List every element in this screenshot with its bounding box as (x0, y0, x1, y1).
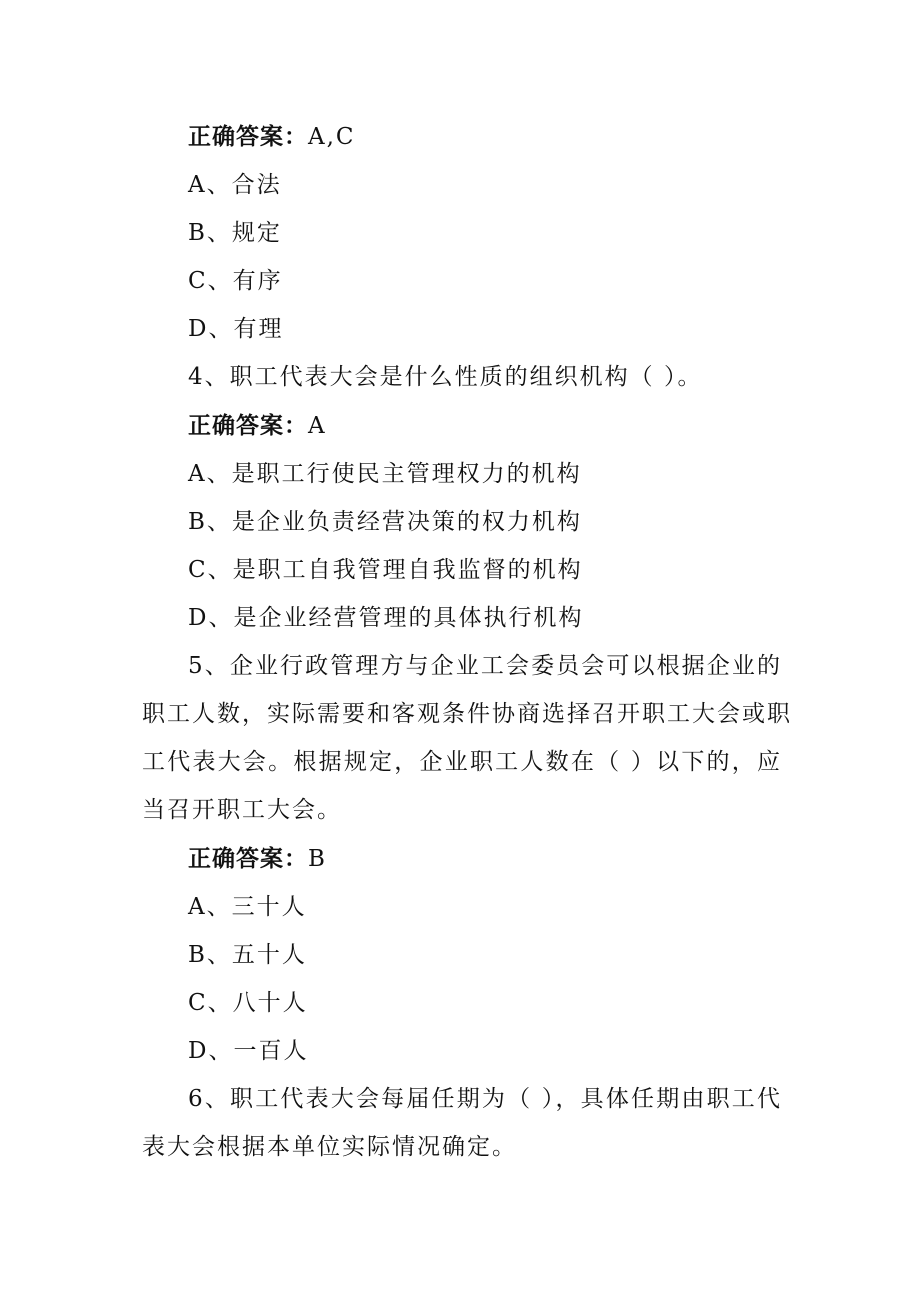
answer-label: 正确答案： (188, 846, 308, 872)
option-b: B、规定 (188, 220, 282, 246)
option-b: B、是企业负责经营决策的权力机构 (188, 509, 582, 535)
option-d: D、有理 (188, 316, 284, 342)
question-4: 4、职工代表大会是什么性质的组织机构（ ）。 (188, 364, 703, 390)
question-5-line-4: 当召开职工大会。 (142, 797, 342, 823)
answer-line (188, 113, 828, 161)
question-5-line-3: 工代表大会。根据规定，企业职工人数在（ ）以下的，应 (142, 749, 782, 775)
option-b: B、五十人 (188, 942, 307, 968)
question-5-line-2: 职工人数，实际需要和客观条件协商选择召开职工大会或职 (142, 701, 792, 727)
option-c: C、有序 (188, 268, 283, 294)
option-a: A、三十人 (188, 894, 307, 920)
answer-value: A (308, 413, 327, 439)
option-d: D、一百人 (188, 1038, 309, 1064)
option-a: A、合法 (188, 172, 282, 198)
option-a: A、是职工行使民主管理权力的机构 (188, 461, 582, 487)
answer-line (188, 402, 828, 450)
option-d: D、是企业经营管理的具体执行机构 (188, 605, 584, 631)
question-6-line-1: 6、职工代表大会每届任期为（ ），具体任期由职工代 (188, 1086, 782, 1112)
question-5-line-1: 5、企业行政管理方与企业工会委员会可以根据企业的 (188, 653, 782, 679)
answer-value: B (308, 846, 327, 872)
answer-line (188, 835, 828, 883)
answer-value: A,C (308, 124, 356, 150)
question-6-line-2: 表大会根据本单位实际情况确定。 (142, 1134, 517, 1160)
option-c: C、是职工自我管理自我监督的机构 (188, 557, 583, 583)
option-c: C、八十人 (188, 990, 308, 1016)
answer-label: 正确答案： (188, 124, 308, 150)
answer-label: 正确答案： (188, 413, 308, 439)
